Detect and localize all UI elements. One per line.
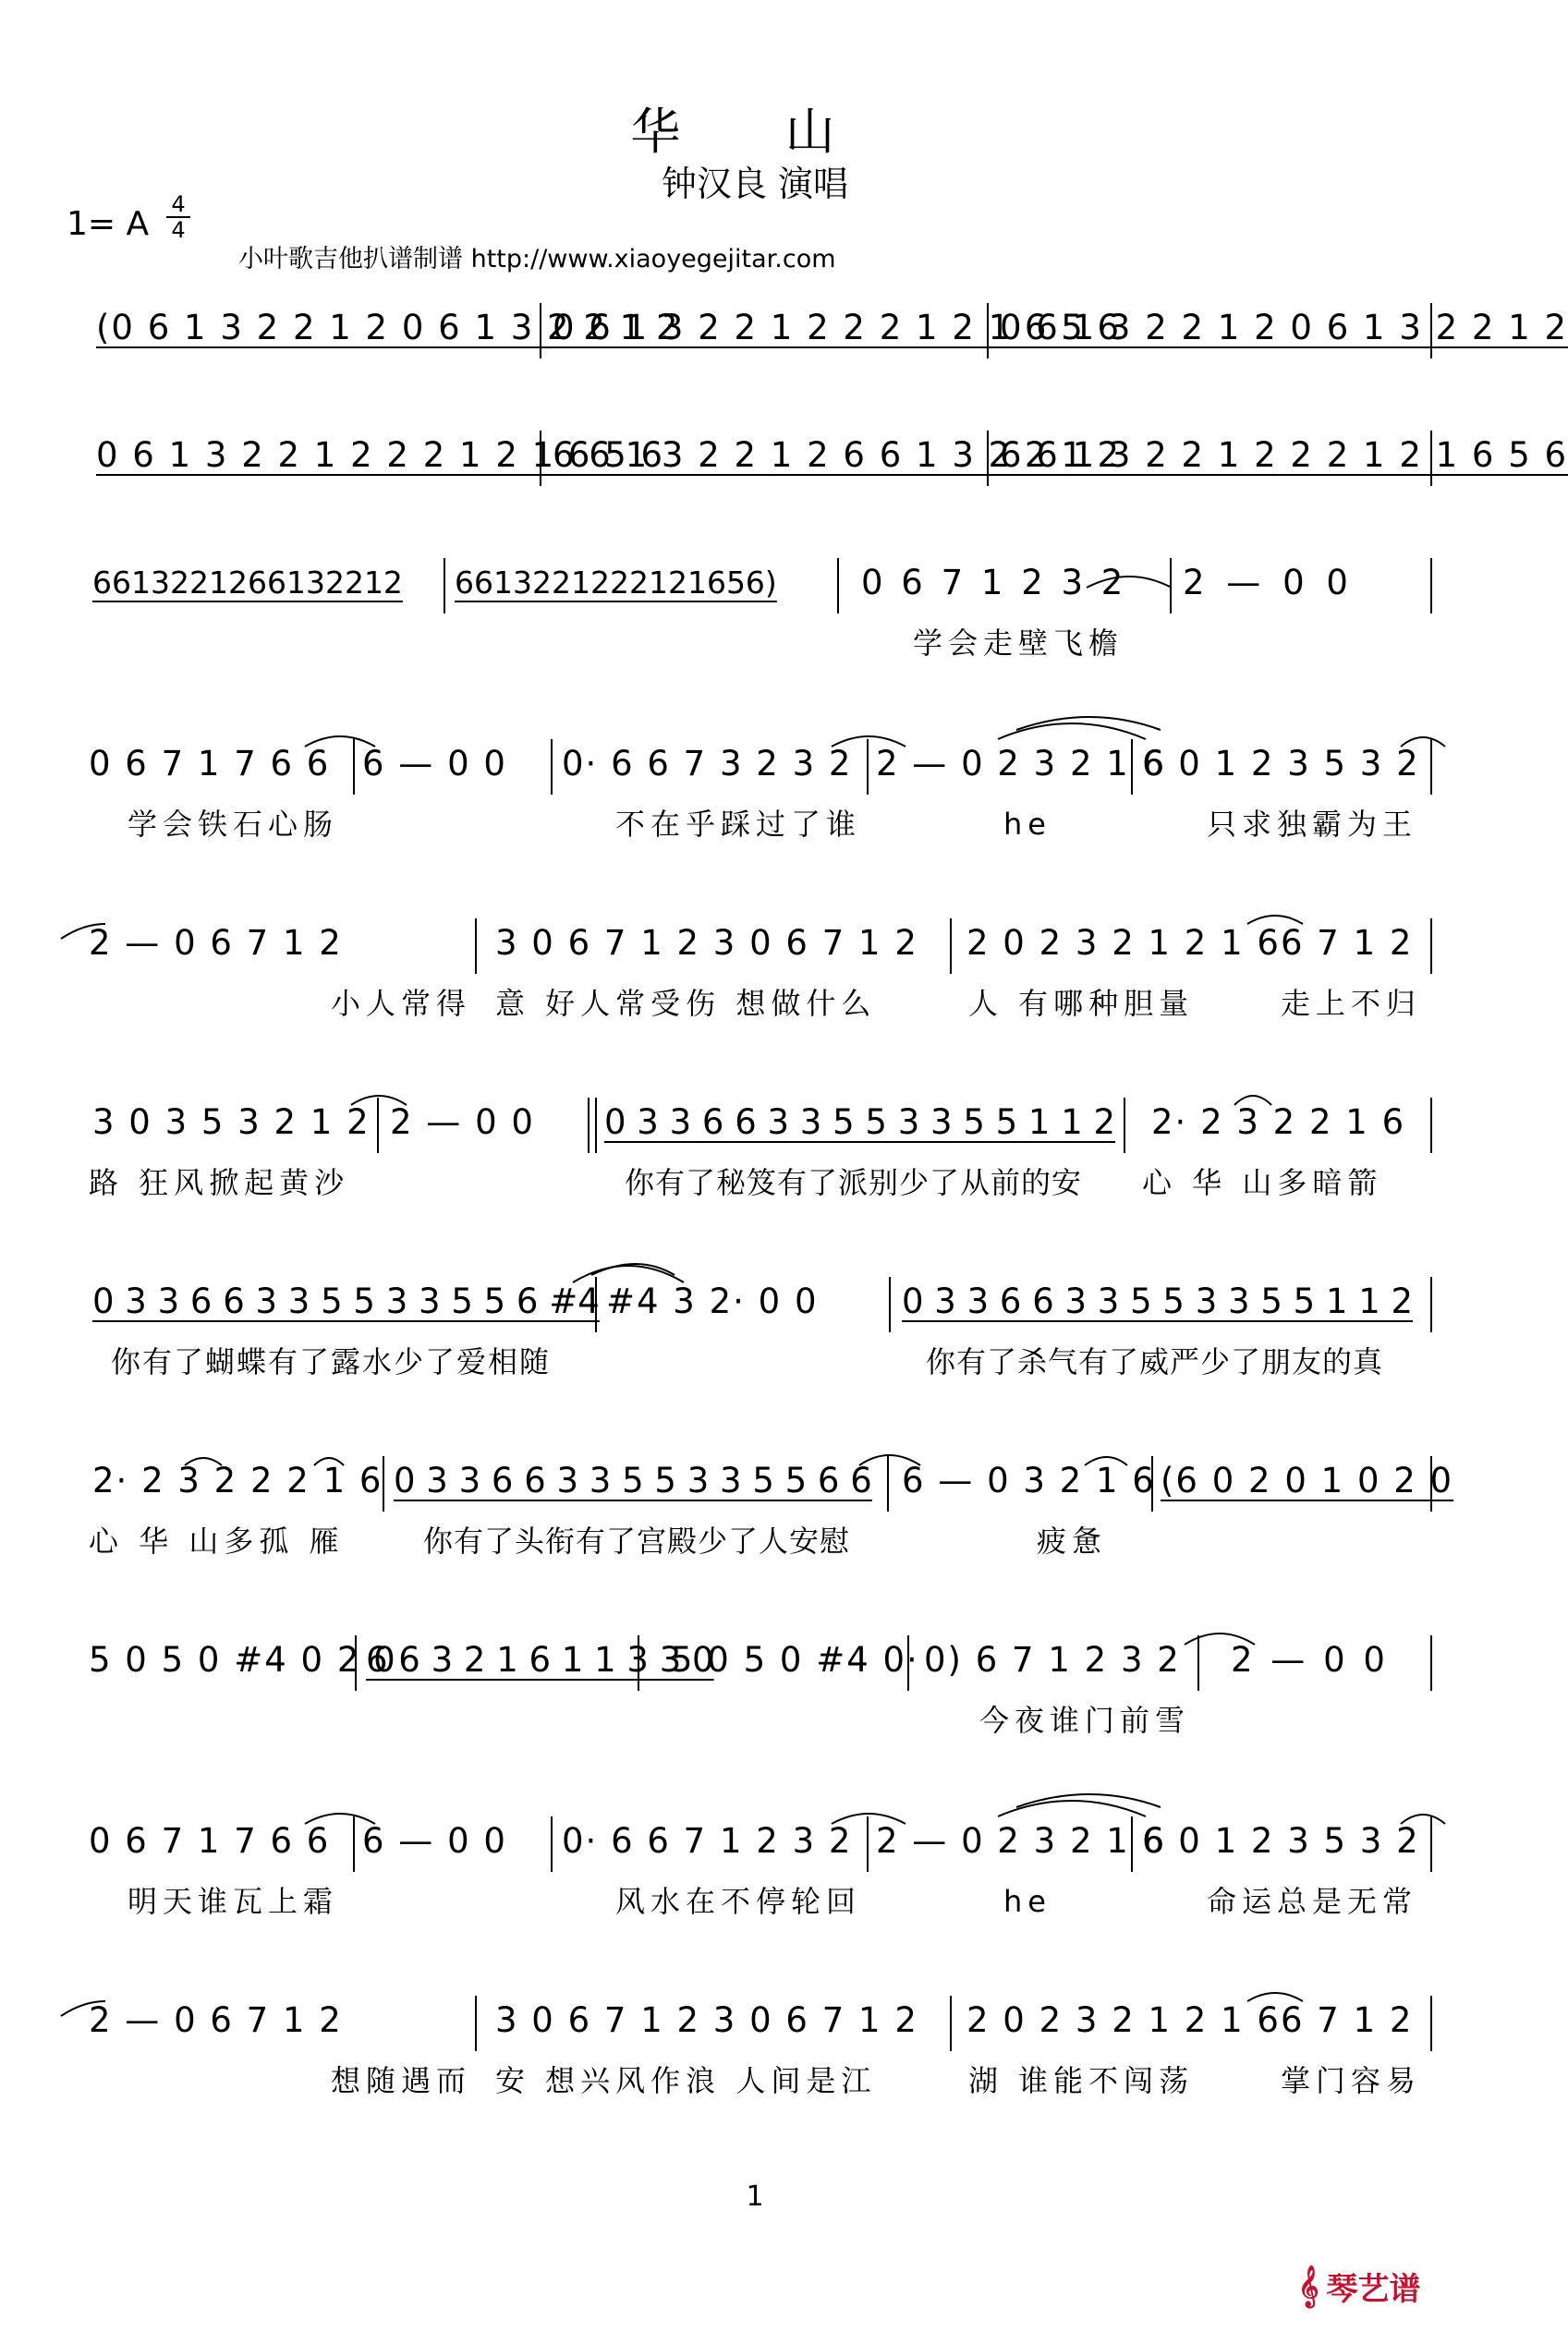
barline [353,739,355,795]
measure: 0 6 7 1 2 3 2 [861,563,1127,602]
singer-credit: 钟汉良 演唱 [661,164,849,204]
measure: 6 0 1 2 3 5 3 2 [1142,1821,1420,1861]
lyric: 你有了秘笈有了派别少了从前的安 [625,1165,1083,1200]
barline [383,1456,384,1512]
measure: 0 3 3 6 6 3 3 5 5 3 3 5 5 6 #4 [92,1281,600,1321]
lyric: 湖 谁能不闯荡 [968,2063,1195,2098]
barline [1131,1816,1133,1872]
measure: 6 — 0 3 2 1 6 [902,1461,1156,1500]
lyric: 心 华 山多暗箭 [1142,1165,1383,1200]
measure: 0 6 7 1 7 6 6 [89,1821,331,1861]
time-signature [166,192,190,242]
barline [1430,918,1432,974]
barline [1430,303,1432,358]
lyric: 路 狂风掀起黄沙 [89,1165,350,1200]
barline [551,1816,553,1872]
measure: 0 6 1 3 2 2 1 2 2 2 1 2 1 6 5 6 [96,435,665,475]
measure: 3 0 6 7 1 2 3 0 6 7 1 2 [495,2000,918,2040]
barline [551,739,553,795]
lyric: 人 有哪种胆量 [968,986,1195,1021]
lyric: 走上不归 [1281,986,1422,1021]
barline [540,303,541,358]
barline [907,1635,909,1691]
barline [1170,558,1172,613]
measure: 2 — 0 6 7 1 2 [89,2000,343,2040]
measure: 2 — 0 2 3 2 1 6 [876,744,1167,783]
barline [1197,1635,1199,1691]
measure: 6 0 1 2 3 5 3 2 [1142,744,1420,783]
lyric: 只求独霸为王 [1207,807,1418,842]
barline [867,739,869,795]
measure: 5 0 5 0 #4 0· [671,1640,919,1680]
logo-text: 琴艺谱 [1326,2271,1421,2308]
measure: 0 6 1 3 2 2 1 2 0 6 1 3 2 2 1 2 [1000,308,1568,347]
measure: 6 — 0 0 [362,744,507,783]
measure: 2 — 0 0 [390,1102,535,1142]
barline [1124,1098,1125,1153]
lyric: 意 好人常受伤 想做什么 [495,986,877,1021]
lyric: he [1003,807,1051,842]
lyric: 学会走壁飞檐 [913,626,1124,661]
measure: (0 6 1 3 2 2 1 2 0 6 1 3 2 2 1 2 [96,308,680,347]
song-title: 华 山 [630,103,880,161]
barline [1430,558,1432,613]
barline [475,918,477,974]
measure: #4 3 2· 0 0 [606,1281,819,1321]
lyric: 想随遇而 [331,2063,472,2098]
lyric: 心 华 山多孤 雁 [89,1524,345,1559]
measure: 2 0 2 3 2 1 2 1 6 [966,923,1281,963]
measure: 2 — 0 6 7 1 2 [89,923,343,963]
measure: 6 6 3 2 1 6 1 1 3 3 0 [366,1640,714,1680]
measure: 2 — 0 2 3 2 1 6 [876,1821,1167,1861]
measure: 3 0 6 7 1 2 3 0 6 7 1 2 [495,923,918,963]
barline [1151,1456,1153,1512]
barline [377,1098,379,1153]
lyric: 你有了杀气有了威严少了朋友的真 [926,1344,1384,1379]
barline [950,1996,952,2051]
measure: 0 3 3 6 6 3 3 5 5 3 3 5 5 1 1 2 [604,1102,1116,1142]
measure: 0 6 1 3 2 2 1 2 2 2 1 2 1 6 5 6 [553,308,1122,347]
barline [987,431,989,486]
lyric: 安 想兴风作浪 人间是江 [495,2063,877,2098]
barline [595,1277,597,1332]
measure: 0· 6 6 7 1 2 3 2 [562,1821,853,1861]
site-logo [1298,2264,1420,2309]
lyric: 你有了头衔有了宫殿少了人安慰 [423,1524,851,1559]
barline [1430,739,1432,795]
barline [638,1635,639,1691]
page-number: 1 [746,2180,764,2213]
measure: 2· 2 3 2 2 2 1 6 [92,1461,383,1500]
measure: (6 0 2 0 1 0 2 0 [1161,1461,1454,1500]
measure: 0· 6 6 7 3 2 3 2 [562,744,853,783]
time-signature-bottom: 4 [166,216,190,242]
barline [837,558,839,613]
lyric: 不在乎踩过了谁 [615,807,862,842]
measure: 0 3 3 6 6 3 3 5 5 3 3 5 5 6 6 [394,1461,872,1500]
measure: 5 0 5 0 #4 0 2 0 [89,1640,397,1680]
barline [353,1816,355,1872]
lyric: 小人常得 [331,986,472,1021]
measure: 6 7 1 2 [1281,923,1414,963]
barline [1131,739,1133,795]
measure: 6 7 1 2 [1281,2000,1414,2040]
measure: 6 — 0 0 [362,1821,507,1861]
lyric: 风水在不停轮回 [615,1884,862,1919]
time-signature-top: 4 [171,191,186,217]
lyric: 你有了蝴蝶有了露水少了爱相随 [111,1344,552,1379]
barline [867,1816,869,1872]
measure: 0 6 7 1 7 6 6 [89,744,331,783]
lyric: 明天谁瓦上霜 [128,1884,339,1919]
measure: 2· 2 3 2 2 1 6 [1151,1102,1406,1142]
barline [595,1098,597,1153]
measure: 0) 6 7 1 2 3 2 [924,1640,1181,1680]
measure: 6 6 1 3 2 2 1 2 6 6 1 3 2 2 1 2 [553,435,1122,475]
lyric: 学会铁石心肠 [128,807,339,842]
lyric: 今夜谁门前雪 [979,1703,1191,1738]
transcriber-credit: 小叶歌吉他扒谱制谱 http://www.xiaoyegejitar.com [238,245,836,273]
lyric: he [1003,1884,1051,1919]
key-signature: 1= A [67,205,150,243]
barline [950,918,952,974]
lyric: 疲惫 [1037,1524,1108,1559]
measure: 3 0 3 5 3 2 1 2 [92,1102,371,1142]
measure: 2 — 0 0 [1183,563,1354,602]
barline [1430,1098,1432,1153]
lyric: 命运总是无常 [1207,1884,1418,1919]
barline [1430,1456,1432,1512]
measure: 0 3 3 6 6 3 3 5 5 3 3 5 5 1 1 2 [902,1281,1414,1321]
barline [588,1098,590,1153]
barline [444,558,445,613]
measure: 2 — 0 0 [1231,1640,1389,1680]
measure: 6613221266132212 [92,565,403,601]
barline [1430,1996,1432,2051]
barline [1430,1277,1432,1332]
barline [1430,431,1432,486]
barline [887,1456,889,1512]
barline [1430,1816,1432,1872]
measure: 6613221222121656) [455,565,777,601]
measure: 6 6 1 3 2 2 1 2 2 2 1 2 1 6 5 6 [1000,435,1568,475]
barline [355,1635,357,1691]
music-note-icon: 𝄞 [1298,2265,1319,2306]
barline [889,1277,891,1332]
lyric: 掌门容易 [1281,2063,1422,2098]
barline [1430,1635,1432,1691]
measure: 2 0 2 3 2 1 2 1 6 [966,2000,1281,2040]
barline [540,431,541,486]
barline [987,303,989,358]
barline [475,1996,477,2051]
